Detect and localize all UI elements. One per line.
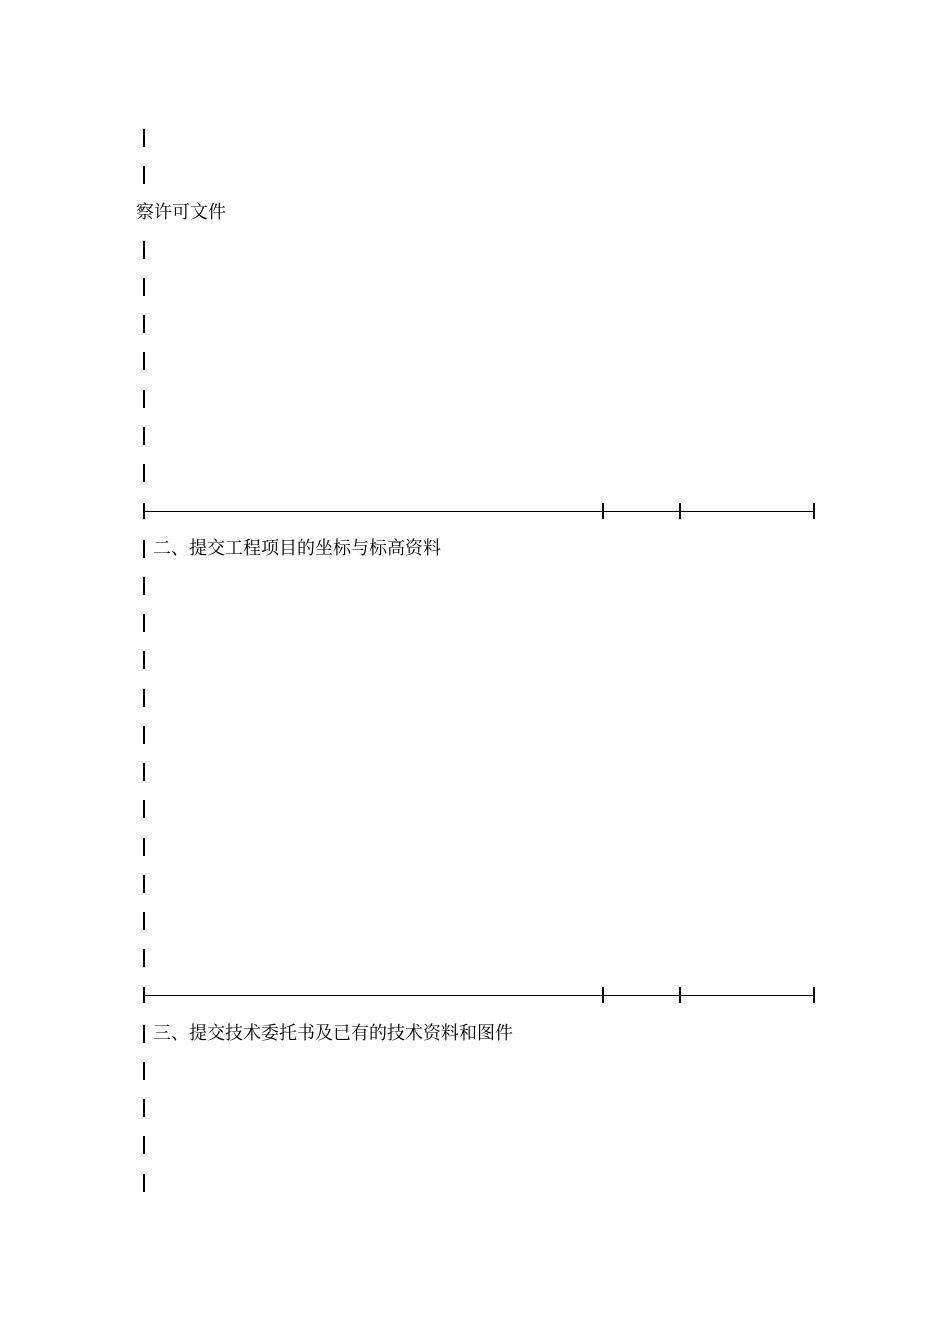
table-border-left [143, 540, 145, 558]
table-border-left [143, 651, 145, 669]
section-3-title: 三、提交技术委托书及已有的技术资料和图件 [153, 1023, 513, 1044]
table-border-left [143, 614, 145, 632]
table-border-left [143, 875, 145, 893]
table-border-left [143, 315, 145, 333]
table-border-left [143, 763, 145, 781]
table-border-left [143, 464, 145, 482]
table-border-left [143, 129, 145, 147]
permit-documents-line: 察许可文件 [136, 202, 226, 223]
table-border-left [143, 1025, 145, 1043]
table-border-left [143, 800, 145, 818]
section-2-title: 二、提交工程项目的坐标与标高资料 [153, 538, 441, 559]
table-border-left [143, 726, 145, 744]
table-border-left [143, 166, 145, 184]
table-border-left [143, 838, 145, 856]
table-border-left [143, 1174, 145, 1192]
table-border-left [143, 949, 145, 967]
table-border-left [143, 577, 145, 595]
table-border-left [143, 241, 145, 259]
table-border-left [143, 912, 145, 930]
table-border-left [143, 352, 145, 370]
table-border-left [143, 689, 145, 707]
table-border-left [143, 1062, 145, 1080]
table-border-left [143, 1136, 145, 1154]
table-border-left [143, 427, 145, 445]
table-border-left [143, 1099, 145, 1117]
table-border-left [143, 390, 145, 408]
table-border-left [143, 278, 145, 296]
